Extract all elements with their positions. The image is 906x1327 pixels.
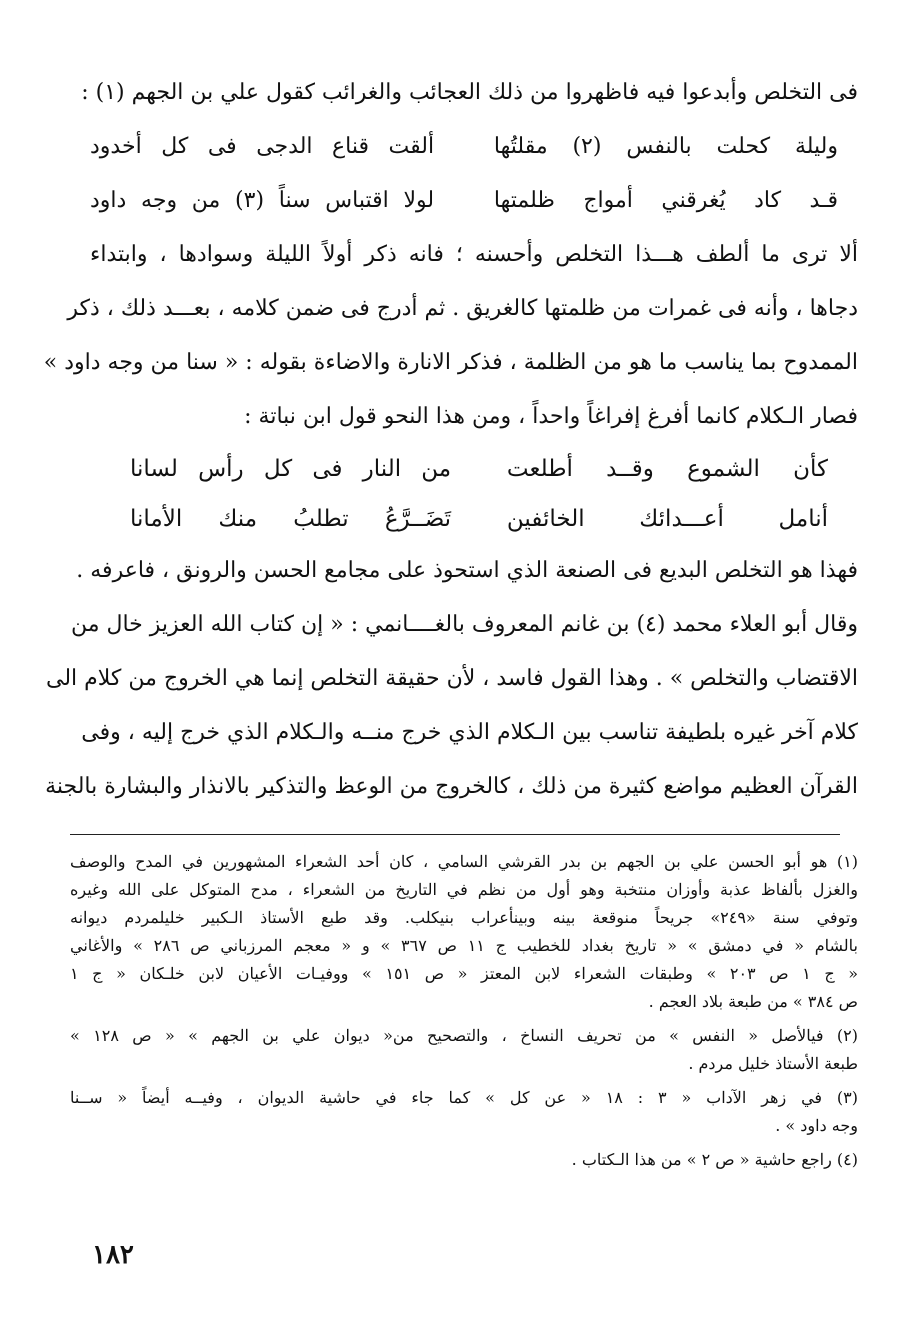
text-line: فى التخلص وأبدعوا فيه فاظهروا من ذلك العجائب والغرائب كقول علي بن الجهم (١) :	[81, 80, 858, 105]
footnotes	[70, 848, 858, 1174]
verse-hemistich-left: من النار فى كل رأس لسانا	[130, 456, 452, 482]
verse-hemistich-left: ألقت قناع الدجى فى كل أخدود	[90, 134, 435, 159]
text-line: كلام آخر غيره بلطيفة تناسب بين الـكلام الذي خرج منــه والـكلام الذي خرج إليه ، وفى	[81, 720, 858, 745]
verse-line	[90, 494, 858, 544]
text-line: الممدوح بما يناسب ما هو من الظلمة ، فذكر الانارة والاضاءة بقوله : « سنا من وجه داود »	[43, 350, 858, 375]
footnote-line: طبعة الأستاذ خليل مردم .	[688, 1054, 858, 1073]
text-line: وقال أبو العلاء محمد (٤) بن غانم المعروف بالغــــانمي : « إن كتاب الله العزيز خال من	[70, 612, 858, 637]
footnote-line: (١) هو أبو الحسن علي بن الجهم بن بدر القرشي السامي ، كان أحد الشعراء المشهورين في المدح والوصف	[70, 852, 858, 871]
text-line: فصار الـكلام كانما أفرغ إفراغاً واحداً ، ومن هذا النحو قول ابن نباتة :	[244, 404, 858, 429]
verse-hemistich-right: كأن الشموع وقــد أطلعت	[506, 456, 828, 482]
footnote-line: (٢) فيالأصل « النفس » من تحريف النساخ ، والتصحيح من« ديوان علي بن الجهم » « ص ١٢٨ »	[70, 1026, 858, 1045]
footnote-line: « ج ١ ص ٢٠٣ » وطبقات الشعراء لابن المعتز « ص ١٥١ » ووفيـات الأعيان لابن خلـكان « ج ١	[70, 964, 859, 983]
text-line: دجاها ، وأنه فى غمرات من ظلمتها كالغريق . ثم أدرج فى ضمن كلامه ، بعـــد ذلك ، ذكر	[67, 296, 858, 321]
page-number: ١٨٢	[92, 1240, 134, 1270]
main-text	[43, 66, 858, 814]
footnote-line: ص ٣٨٤ » من طبعة بلاد العجم .	[648, 992, 858, 1011]
verse-hemistich-left: تَضَــرَّعُ تطلبُ منك الأمانا	[130, 506, 452, 532]
footnote-line: (٤) راجع حاشية « ص ٢ » من هذا الـكتاب .	[571, 1150, 858, 1169]
footnote-line: (٣) في زهر الآداب « ٣ : ١٨ « عن كل » كما جاء في حاشية الديوان ، وفيــه أيضاً « ســنا	[70, 1088, 859, 1107]
verse-hemistich-right: أنامل أعـــدائك الخائفين	[506, 506, 828, 532]
footnote-line: وتوفي سنة «٢٤٩» جريحاً منوقعة بينه وبينأعراب بنيكلب. وقد طبع الأستاذ الـكبير خليلمردم ديوانه	[70, 908, 859, 927]
text-line: فهذا هو التخلص البديع فى الصنعة الذي استحوذ على مجامع الحسن والرونق ، فاعرفه .	[76, 558, 858, 583]
verse-line	[90, 120, 858, 174]
verse-hemistich-left: لولا اقتباس سناً (٣) من وجه داود	[90, 188, 435, 213]
footnote-line: والغزل بألفاظ عذبة وأوزان منتخبة وهو أول من نظم في التاريخ من الشعراء ، مدح المتوكل على الله وغيره	[70, 880, 858, 899]
verse-hemistich-right: وليلة كحلت بالنفس (٢) مقلتُها	[493, 134, 838, 159]
text-line: ألا ترى ما ألطف هـــذا التخلص وأحسنه ؛ فانه ذكر أولاً الليلة وسوادها ، وابتداء	[90, 242, 858, 267]
verse-hemistich-right: قـد كاد يُغرقني أمواج ظلمتها	[493, 188, 838, 213]
footnote-divider	[70, 834, 840, 835]
footnote-line: بالشام « في دمشق » « تاريخ بغداد للخطيب ج ١١ ص ٣٦٧ » و « معجم المرزباني ص ٢٨٦ » والأغاني	[70, 936, 859, 955]
verse-line	[90, 174, 858, 228]
verse-line	[90, 444, 858, 494]
footnote-line: وجه داود » .	[775, 1116, 858, 1135]
text-line: القرآن العظيم مواضع كثيرة من ذلك ، كالخروج من الوعظ والتذكير بالانذار والبشارة بالجنة	[45, 774, 858, 799]
text-line: الاقتضاب والتخلص » . وهذا القول فاسد ، لأن حقيقة التخلص إنما هي الخروج من كلام الى	[45, 666, 858, 691]
